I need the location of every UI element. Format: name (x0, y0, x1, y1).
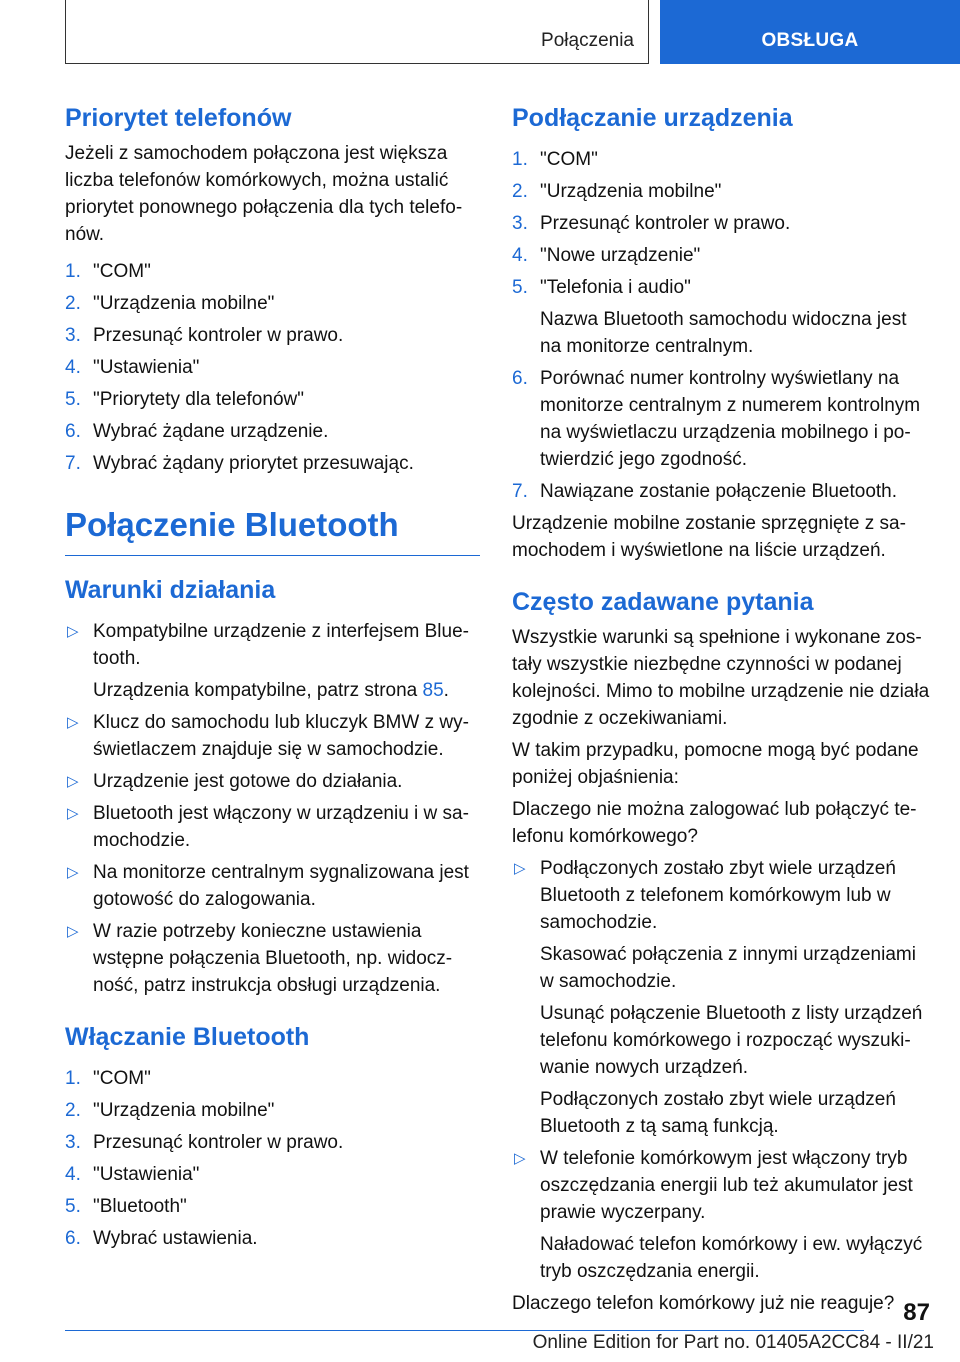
header-section-title: Połączenia (541, 30, 634, 51)
list-item: ▷ Urządzenie jest gotowe do działania. (65, 768, 480, 795)
header-chapter-tab (660, 0, 960, 64)
page-link[interactable]: 85 (422, 680, 444, 701)
list-item: ▷ Podłączonych zostało zbyt wiele urządzeń Bluetooth z telefonem komórkowym lub w samochodzie. Skasować połączenia z innymi urządzeniami w samochodzie. Usunąć połączenie Bluetooth z listy urządzeń telefonu komórkowego i rozpocząć wyszukiwanie nowych urządzeń. Podłączonych zostało zbyt wiele urządzeń Bluetooth z tą samą funkcją. (512, 855, 932, 1140)
triangle-bullet-icon: ▷ (67, 864, 79, 881)
list-item: 5. "Telefonia i audio" Nazwa Bluetooth samochodu widoczna jest na monitorze centralnym. (512, 277, 907, 357)
list-item: 7. Wybrać żądany priorytet przesuwając. (65, 453, 414, 474)
list-item: 6. Wybrać żądane urządzenie. (65, 421, 329, 442)
list-item: 4. "Ustawienia" (65, 1164, 200, 1185)
list-item: ▷ Kompatybilne urządzenie z interfejsem Bluetooth. Urządzenia kompatybilne, patrz strona 85. (65, 618, 480, 704)
list-item: 5. "Priorytety dla telefonów" (65, 389, 304, 410)
conditions-heading: Warunki działania (65, 576, 276, 604)
left-column (65, 100, 480, 1257)
triangle-bullet-icon: ▷ (67, 773, 79, 790)
bluetooth-chapter-heading: Połączenie Bluetooth (65, 503, 480, 556)
triangle-bullet-icon: ▷ (514, 1150, 526, 1167)
list-item: 2. "Urządzenia mobilne" (65, 293, 275, 314)
list-item: ▷ W razie potrzeby konieczne ustawienia wstępne połączenia Bluetooth, np. widoczność, patrz instrukcja obsługi urządzenia. (65, 918, 480, 999)
faq-question-1: Dlaczego nie można zalogować lub połączyć telefonu komórkowego? (512, 799, 917, 847)
connect-outro: Urządzenie mobilne zostanie sprzęgnięte z samochodem i wyświetlone na liście urządzeń. (512, 513, 906, 561)
list-item: 2. "Urządzenia mobilne" (512, 181, 722, 202)
footer-edition: Online Edition for Part no. 01405A2CC84 - II/21 (532, 1332, 934, 1353)
triangle-bullet-icon: ▷ (67, 714, 79, 731)
footer-divider (65, 1330, 864, 1331)
header-section-box (65, 0, 649, 64)
list-item: ▷ Bluetooth jest włączony w urządzeniu i w samochodzie. (65, 800, 480, 854)
faq-answers (512, 855, 932, 1285)
connect-heading: Podłączanie urządzenia (512, 104, 793, 132)
list-item: 2. "Urządzenia mobilne" (65, 1100, 275, 1121)
priority-steps (65, 258, 480, 477)
list-item: 1. "COM" (65, 1068, 151, 1089)
list-item: ▷ W telefonie komórkowym jest włączony tryb oszczędzania energii lub też akumulator jest prawie wyczerpany. Naładować telefon komórkowy i ew. wyłączyć tryb oszczędzania energii. (512, 1145, 932, 1285)
connect-steps (512, 146, 932, 505)
list-item: ▷ Na monitorze centralnym sygnalizowana jest gotowość do zalogowania. (65, 859, 480, 913)
list-item: 1. "COM" (512, 149, 598, 170)
faq-paragraph-1: Wszystkie warunki są spełnione i wykonane zostały wszystkie niezbędne czynności w podanej kolejności. Mimo to mobilne urządzenie nie działa zgodnie z oczekiwaniami. (512, 627, 930, 729)
priority-heading: Priorytet telefonów (65, 104, 292, 132)
right-column (512, 100, 932, 1322)
conditions-list (65, 618, 480, 999)
list-item: 3. Przesunąć kontroler w prawo. (512, 213, 791, 234)
page-number: 87 (903, 1299, 930, 1326)
triangle-bullet-icon: ▷ (67, 805, 79, 822)
list-item: 3. Przesunąć kontroler w prawo. (65, 325, 344, 346)
list-item: ▷ Klucz do samochodu lub kluczyk BMW z wyświetlaczem znajduje się w samochodzie. (65, 709, 480, 763)
list-item: 4. "Nowe urządzenie" (512, 245, 701, 266)
list-item: 1. "COM" (65, 261, 151, 282)
list-item: 5. "Bluetooth" (65, 1196, 187, 1217)
faq-paragraph-2: W takim przypadku, pomocne mogą być podane poniżej objaśnienia: (512, 740, 919, 788)
list-item: 6. Porównać numer kontrolny wyświetlany na monitorze centralnym z numerem kontrolnym na wyświetlaczu urządzenia mobilnego i potwierdzić jego zgodność. (512, 368, 921, 470)
faq-question-2: Dlaczego telefon komórkowy już nie reaguje? (512, 1293, 895, 1314)
faq-heading: Często zadawane pytania (512, 588, 814, 616)
header-chapter-label: OBSŁUGA (761, 30, 859, 51)
list-item: 4. "Ustawienia" (65, 357, 200, 378)
enable-heading: Włączanie Bluetooth (65, 1023, 310, 1051)
list-item: 6. Wybrać ustawienia. (65, 1228, 258, 1249)
priority-intro: Jeżeli z samochodem połączona jest większa liczba telefonów komórkowych, można ustalić priorytet ponownego połączenia dla tych telefonów. (65, 143, 463, 245)
triangle-bullet-icon: ▷ (67, 923, 79, 940)
list-item: 7. Nawiązane zostanie połączenie Bluetooth. (512, 481, 898, 502)
enable-steps (65, 1065, 480, 1252)
triangle-bullet-icon: ▷ (514, 860, 526, 877)
triangle-bullet-icon: ▷ (67, 623, 79, 640)
list-item: 3. Przesunąć kontroler w prawo. (65, 1132, 344, 1153)
